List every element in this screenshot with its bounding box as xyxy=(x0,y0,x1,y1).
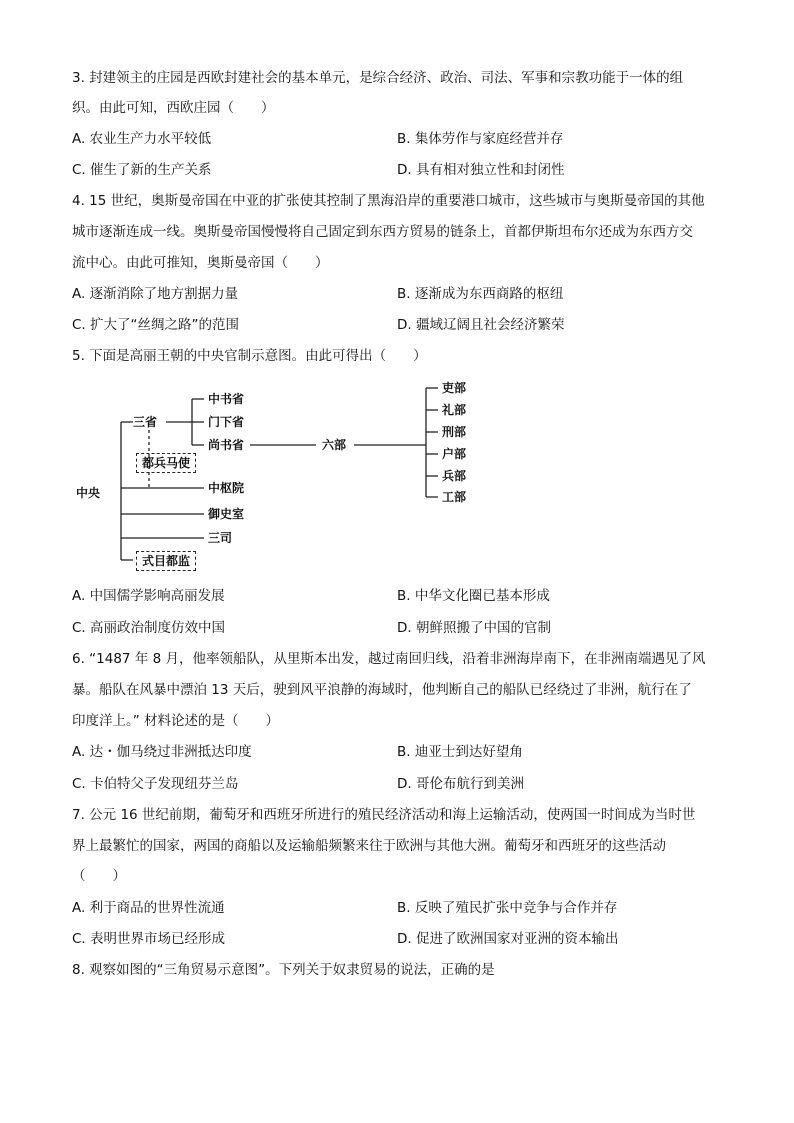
q8-stem: 8. 观察如图的“三角贸易示意图”。下列关于奴隶贸易的说法，正确的是 xyxy=(72,962,495,978)
q3-option-d: D. 具有相对独立性和封闭性 xyxy=(397,162,565,178)
node-gong-bu: 工部 xyxy=(442,490,467,504)
node-xing-bu: 刑部 xyxy=(442,425,467,439)
q6-stem-line1: 6. “1487 年 8 月，他率领船队，从里斯本出发，越过南回归线，沿着非洲海岸南下，在非洲南端遇见了风 xyxy=(72,651,706,667)
q7-stem-line2: 界上最繁忙的国家，两国的商船以及运输船频繁来往于欧洲与其他大洲。葡萄牙和西班牙的这些活动 xyxy=(72,838,666,854)
q4-option-b: B. 逐渐成为东西商路的枢纽 xyxy=(397,286,564,302)
node-dubingmashi: 都兵马使 xyxy=(136,453,196,473)
q3-stem-line1: 3. 封建领主的庄园是西欧封建社会的基本单元，是综合经济、政治、司法、军事和宗教功能于一体的组 xyxy=(72,70,684,86)
q3-option-a: A. 农业生产力水平较低 xyxy=(72,131,212,147)
diagram-connector-lines xyxy=(70,374,490,582)
q3-option-c: C. 催生了新的生产关系 xyxy=(72,162,212,178)
q7-option-b: B. 反映了殖民扩张中竞争与合作并存 xyxy=(397,900,618,916)
q7-option-c: C. 表明世界市场已经形成 xyxy=(72,931,226,947)
q5-option-b: B. 中华文化圈已基本形成 xyxy=(397,588,550,604)
node-hu-bu: 户部 xyxy=(442,447,467,461)
q5-option-d: D. 朝鲜照搬了中国的官制 xyxy=(397,620,551,636)
node-zhongshuyuan: 中枢院 xyxy=(208,481,245,495)
node-liu-bu: 六部 xyxy=(322,438,347,452)
q6-option-a: A. 达・伽马绕过非洲抵达印度 xyxy=(72,744,252,760)
q7-stem-line3: （ ） xyxy=(72,868,126,884)
node-zhongshu-sheng: 中书省 xyxy=(208,392,245,406)
node-san-sheng: 三省 xyxy=(133,415,158,429)
goryeo-central-government-diagram xyxy=(70,374,490,582)
node-li-bu-rites: 礼部 xyxy=(442,403,467,417)
q6-option-c: C. 卡伯特父子发现纽芬兰岛 xyxy=(72,776,239,792)
node-san-si: 三司 xyxy=(208,531,233,545)
q4-option-d: D. 疆域辽阔且社会经济繁荣 xyxy=(397,317,565,333)
q3-option-b: B. 集体劳作与家庭经营并存 xyxy=(397,131,564,147)
q6-option-b: B. 迪亚士到达好望角 xyxy=(397,744,523,760)
q4-stem-line2: 城市逐渐连成一线。奥斯曼帝国慢慢将自己固定到东西方贸易的链条上，首都伊斯坦布尔还成为东西方交 xyxy=(72,224,693,240)
node-yushitai: 御史室 xyxy=(208,507,245,521)
q6-stem-line2: 暴。船队在风暴中漂泊 13 天后，驶到风平浪静的海域时，他判断自己的船队已经绕过了非洲，航行在了 xyxy=(72,682,692,698)
q6-option-d: D. 哥伦布航行到美洲 xyxy=(397,776,524,792)
q4-stem-line1: 4. 15 世纪，奥斯曼帝国在中亚的扩张使其控制了黑海沿岸的重要港口城市，这些城市与奥斯曼帝国的其他 xyxy=(72,193,705,209)
q7-option-d: D. 促进了欧洲国家对亚洲的资本输出 xyxy=(397,931,619,947)
node-menxia-sheng: 门下省 xyxy=(208,415,245,429)
q5-option-a: A. 中国儒学影响高丽发展 xyxy=(72,588,225,604)
node-zhongyang: 中央 xyxy=(76,486,101,500)
q6-stem-line3: 印度洋上。” 材料论述的是（ ） xyxy=(72,713,280,729)
q4-option-a: A. 逐渐消除了地方割据力量 xyxy=(72,286,239,302)
q4-stem-line3: 流中心。由此可推知，奥斯曼帝国（ ） xyxy=(72,255,329,271)
q3-stem-line2: 织。由此可知，西欧庄园（ ） xyxy=(72,100,275,116)
q7-option-a: A. 利于商品的世界性流通 xyxy=(72,900,225,916)
node-shangshu-sheng: 尚书省 xyxy=(208,438,245,452)
node-shimudujian: 式目都监 xyxy=(136,551,196,571)
q7-stem-line1: 7. 公元 16 世纪前期，葡萄牙和西班牙所进行的殖民经济活动和海上运输活动，使两国一时间成为当时世 xyxy=(72,807,696,823)
q5-option-c: C. 高丽政治制度仿效中国 xyxy=(72,620,226,636)
q5-stem: 5. 下面是高丽王朝的中央官制示意图。由此可得出（ ） xyxy=(72,348,427,364)
node-li-bu-personnel: 吏部 xyxy=(442,381,467,395)
node-bing-bu: 兵部 xyxy=(442,469,467,483)
q4-option-c: C. 扩大了“丝绸之路”的范围 xyxy=(72,317,239,333)
